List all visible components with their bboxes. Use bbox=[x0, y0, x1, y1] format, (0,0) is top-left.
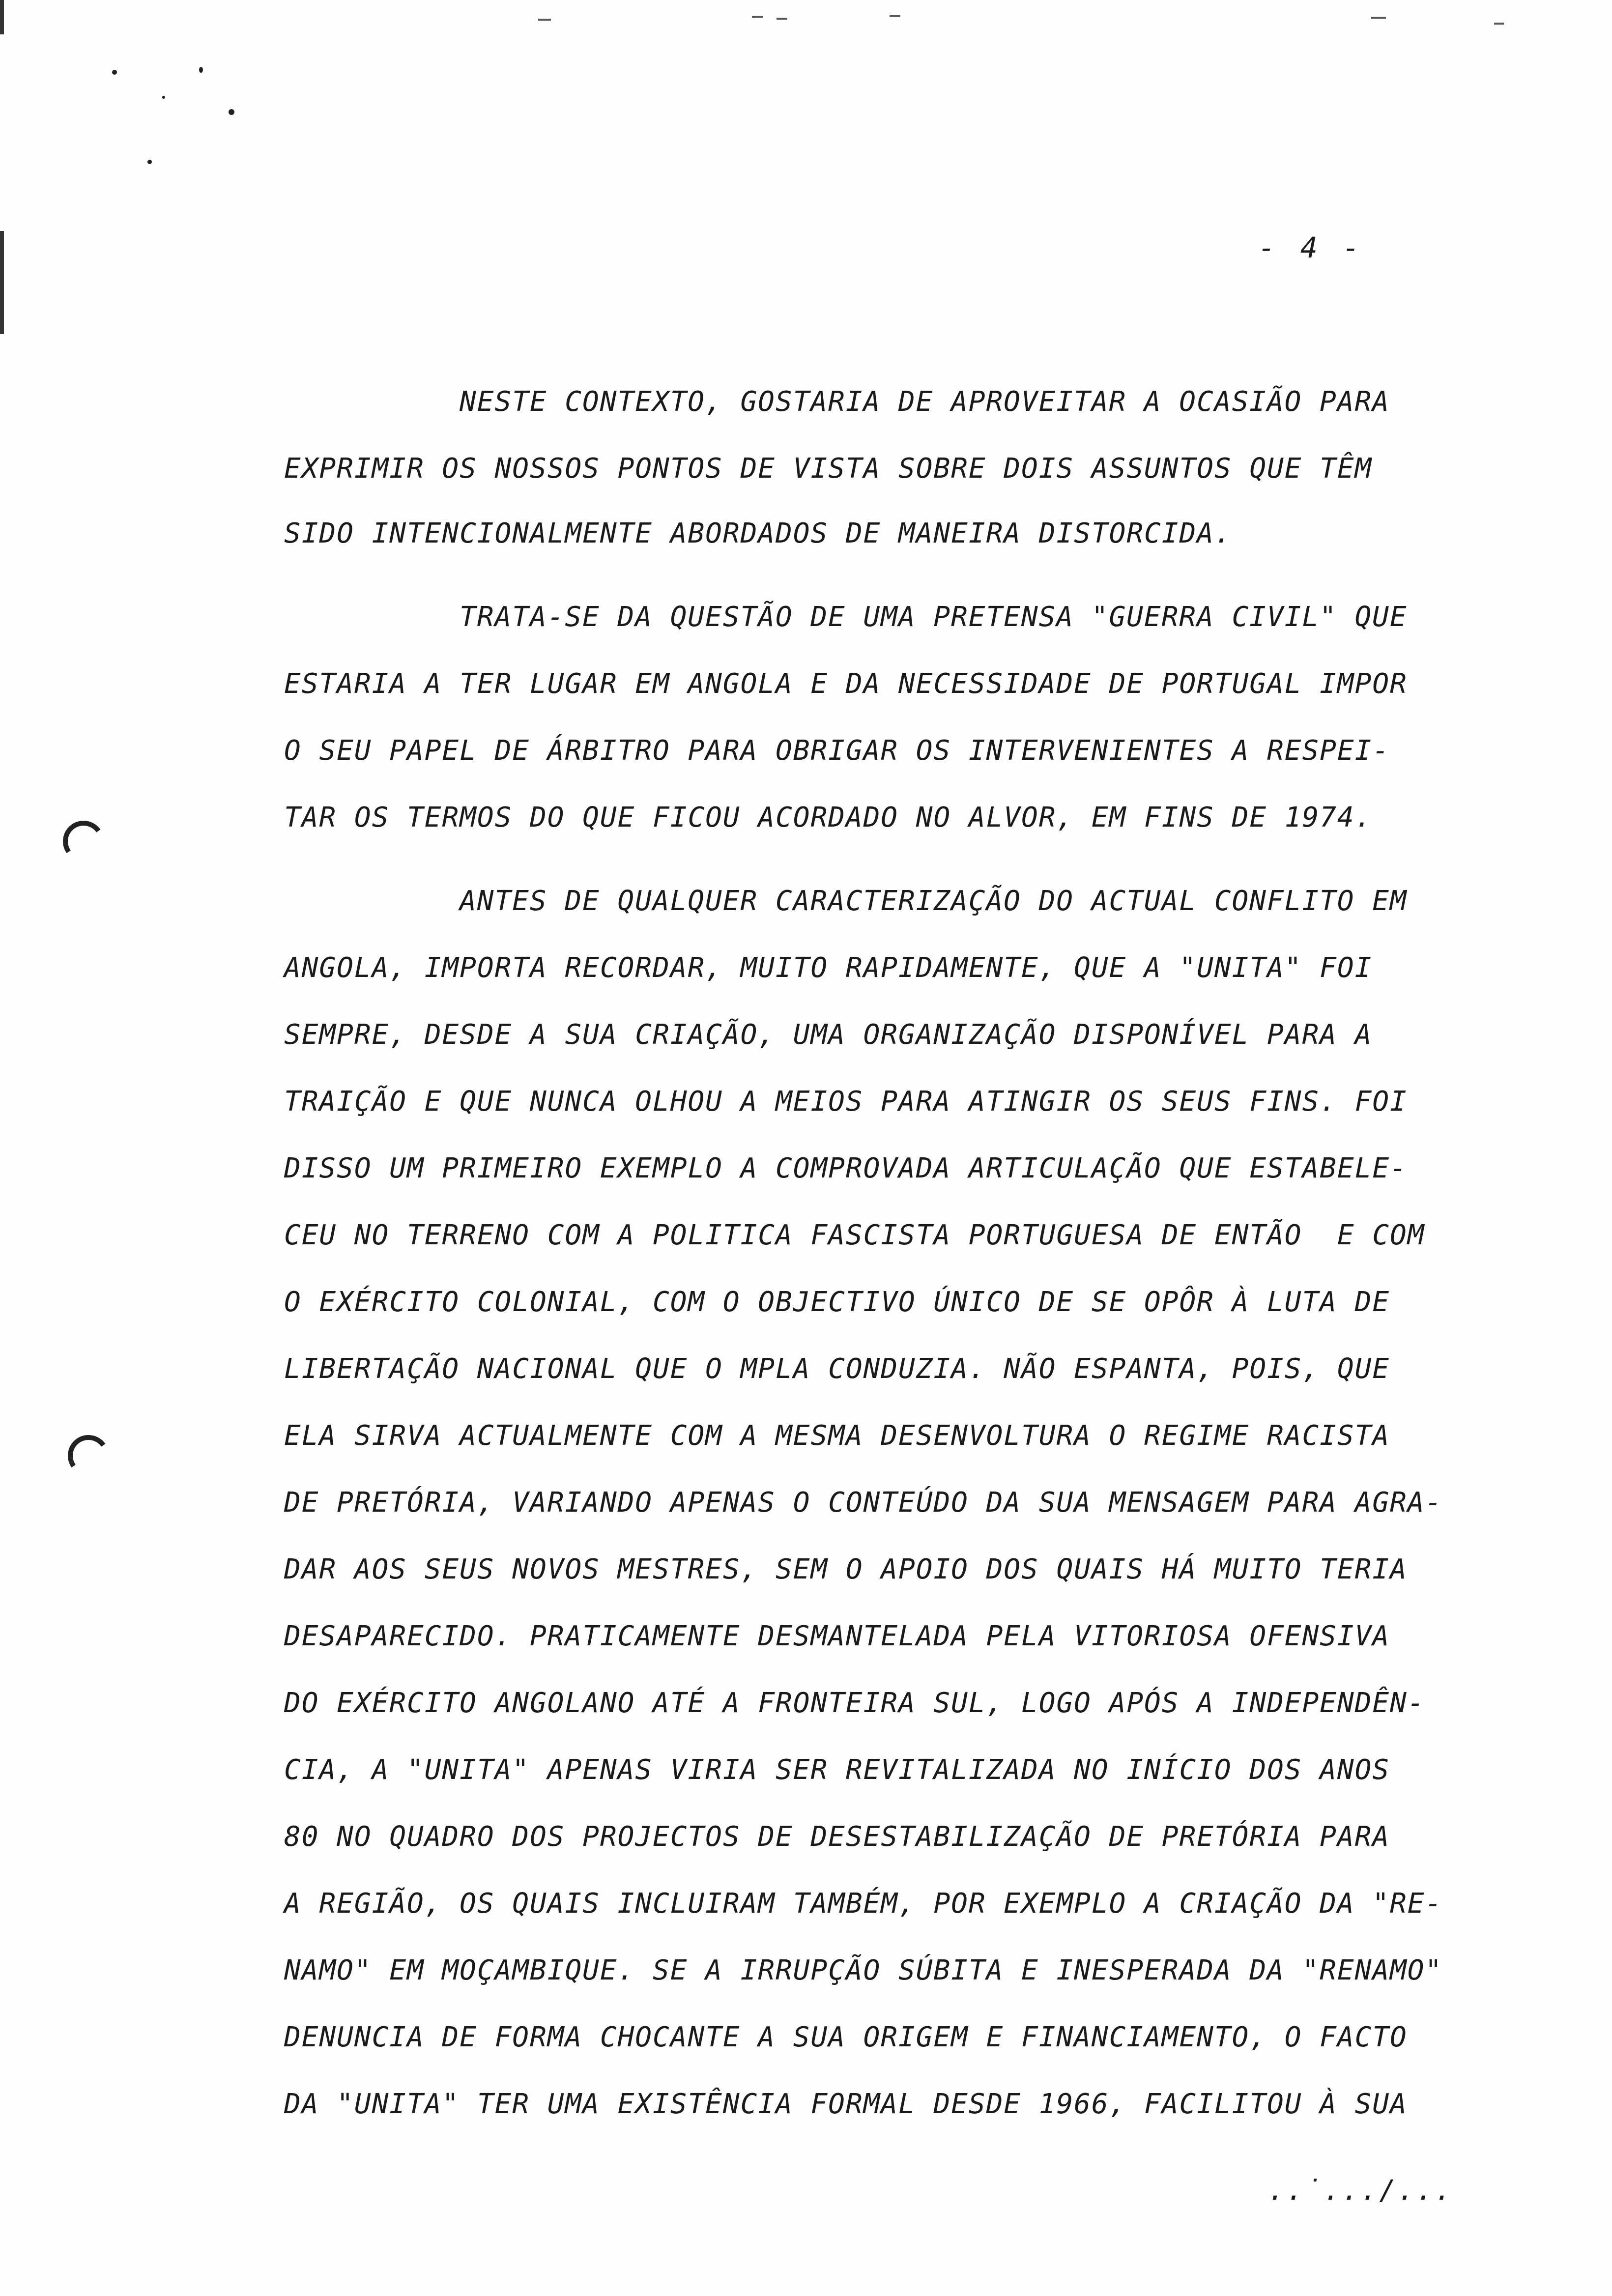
scan-dash bbox=[752, 16, 763, 18]
text-line: SEMPRE, DESDE A SUA CRIAÇÃO, UMA ORGANIZAÇÃO DISPONÍVEL PARA A bbox=[284, 1019, 1373, 1051]
text-line: DE PRETÓRIA, VARIANDO APENAS O CONTEÚDO DA SUA MENSAGEM PARA AGRA- bbox=[284, 1487, 1443, 1519]
punch-hole-mark bbox=[59, 817, 107, 865]
text-line: TRATA-SE DA QUESTÃO DE UMA PRETENSA "GUERRA CIVIL" QUE bbox=[460, 601, 1408, 633]
text-line: DISSO UM PRIMEIRO EXEMPLO A COMPROVADA ARTICULAÇÃO QUE ESTABELE- bbox=[284, 1152, 1408, 1184]
scan-speck bbox=[229, 109, 234, 115]
text-line: ESTARIA A TER LUGAR EM ANGOLA E DA NECESSIDADE DE PORTUGAL IMPOR bbox=[284, 668, 1408, 700]
text-line: O SEU PAPEL DE ÁRBITRO PARA OBRIGAR OS INTERVENIENTES A RESPEI- bbox=[284, 735, 1390, 767]
scan-dash bbox=[538, 19, 551, 21]
text-line: DESAPARECIDO. PRATICAMENTE DESMANTELADA PELA VITORIOSA OFENSIVA bbox=[284, 1620, 1390, 1652]
text-line: NESTE CONTEXTO, GOSTARIA DE APROVEITAR A OCASIÃO PARA bbox=[460, 386, 1390, 418]
scan-speck bbox=[112, 70, 117, 75]
text-line: TAR OS TERMOS DO QUE FICOU ACORDADO NO ALVOR, EM FINS DE 1974. bbox=[284, 802, 1373, 833]
text-line: A REGIÃO, OS QUAIS INCLUIRAM TAMBÉM, POR EXEMPLO A CRIAÇÃO DA "RE- bbox=[284, 1888, 1443, 1920]
continuation-marker: ..˙.../... bbox=[1268, 2175, 1454, 2207]
scan-dash bbox=[1371, 17, 1386, 19]
text-line: TRAIÇÃO E QUE NUNCA OLHOU A MEIOS PARA ATINGIR OS SEUS FINS. FOI bbox=[284, 1086, 1408, 1118]
text-line: O EXÉRCITO COLONIAL, COM O OBJECTIVO ÚNICO DE SE OPÔR À LUTA DE bbox=[284, 1286, 1390, 1318]
text-line: EXPRIMIR OS NOSSOS PONTOS DE VISTA SOBRE DOIS ASSUNTOS QUE TÊM bbox=[284, 453, 1373, 485]
text-line: NAMO" EM MOÇAMBIQUE. SE A IRRUPÇÃO SÚBITA E INESPERADA DA "RENAMO" bbox=[284, 1954, 1443, 1986]
page-number: - 4 - bbox=[1258, 231, 1364, 264]
text-line: ANGOLA, IMPORTA RECORDAR, MUITO RAPIDAMENTE, QUE A "UNITA" FOI bbox=[284, 952, 1373, 984]
scan-speck bbox=[199, 67, 203, 73]
text-line: DENUNCIA DE FORMA CHOCANTE A SUA ORIGEM E FINANCIAMENTO, O FACTO bbox=[284, 2021, 1408, 2053]
text-line: DA "UNITA" TER UMA EXISTÊNCIA FORMAL DESDE 1966, FACILITOU À SUA bbox=[284, 2088, 1408, 2120]
text-line: DO EXÉRCITO ANGOLANO ATÉ A FRONTEIRA SUL, LOGO APÓS A INDEPENDÊN- bbox=[284, 1687, 1425, 1719]
text-line: ANTES DE QUALQUER CARACTERIZAÇÃO DO ACTUAL CONFLITO EM bbox=[460, 885, 1408, 917]
punch-hole-mark bbox=[64, 1432, 112, 1479]
text-line: CIA, A "UNITA" APENAS VIRIA SER REVITALIZADA NO INÍCIO DOS ANOS bbox=[284, 1754, 1390, 1786]
scan-speck bbox=[162, 96, 165, 99]
text-line: DAR AOS SEUS NOVOS MESTRES, SEM O APOIO DOS QUAIS HÁ MUITO TERIA bbox=[284, 1553, 1408, 1585]
scan-dash bbox=[890, 15, 900, 17]
scan-speck bbox=[147, 160, 152, 164]
scan-edge-mark bbox=[0, 0, 4, 34]
text-line: LIBERTAÇÃO NACIONAL QUE O MPLA CONDUZIA. NÃO ESPANTA, POIS, QUE bbox=[284, 1353, 1390, 1385]
scan-edge-mark bbox=[0, 231, 4, 334]
scan-dash bbox=[1494, 23, 1504, 25]
scan-dash bbox=[777, 18, 787, 20]
text-line: ELA SIRVA ACTUALMENTE COM A MESMA DESENVOLTURA O REGIME RACISTA bbox=[284, 1420, 1390, 1452]
text-line: CEU NO TERRENO COM A POLITICA FASCISTA PORTUGUESA DE ENTÃO E COM bbox=[284, 1219, 1425, 1251]
text-line: SIDO INTENCIONALMENTE ABORDADOS DE MANEIRA DISTORCIDA. bbox=[284, 517, 1232, 549]
text-line: 80 NO QUADRO DOS PROJECTOS DE DESESTABILIZAÇÃO DE PRETÓRIA PARA bbox=[284, 1821, 1390, 1853]
